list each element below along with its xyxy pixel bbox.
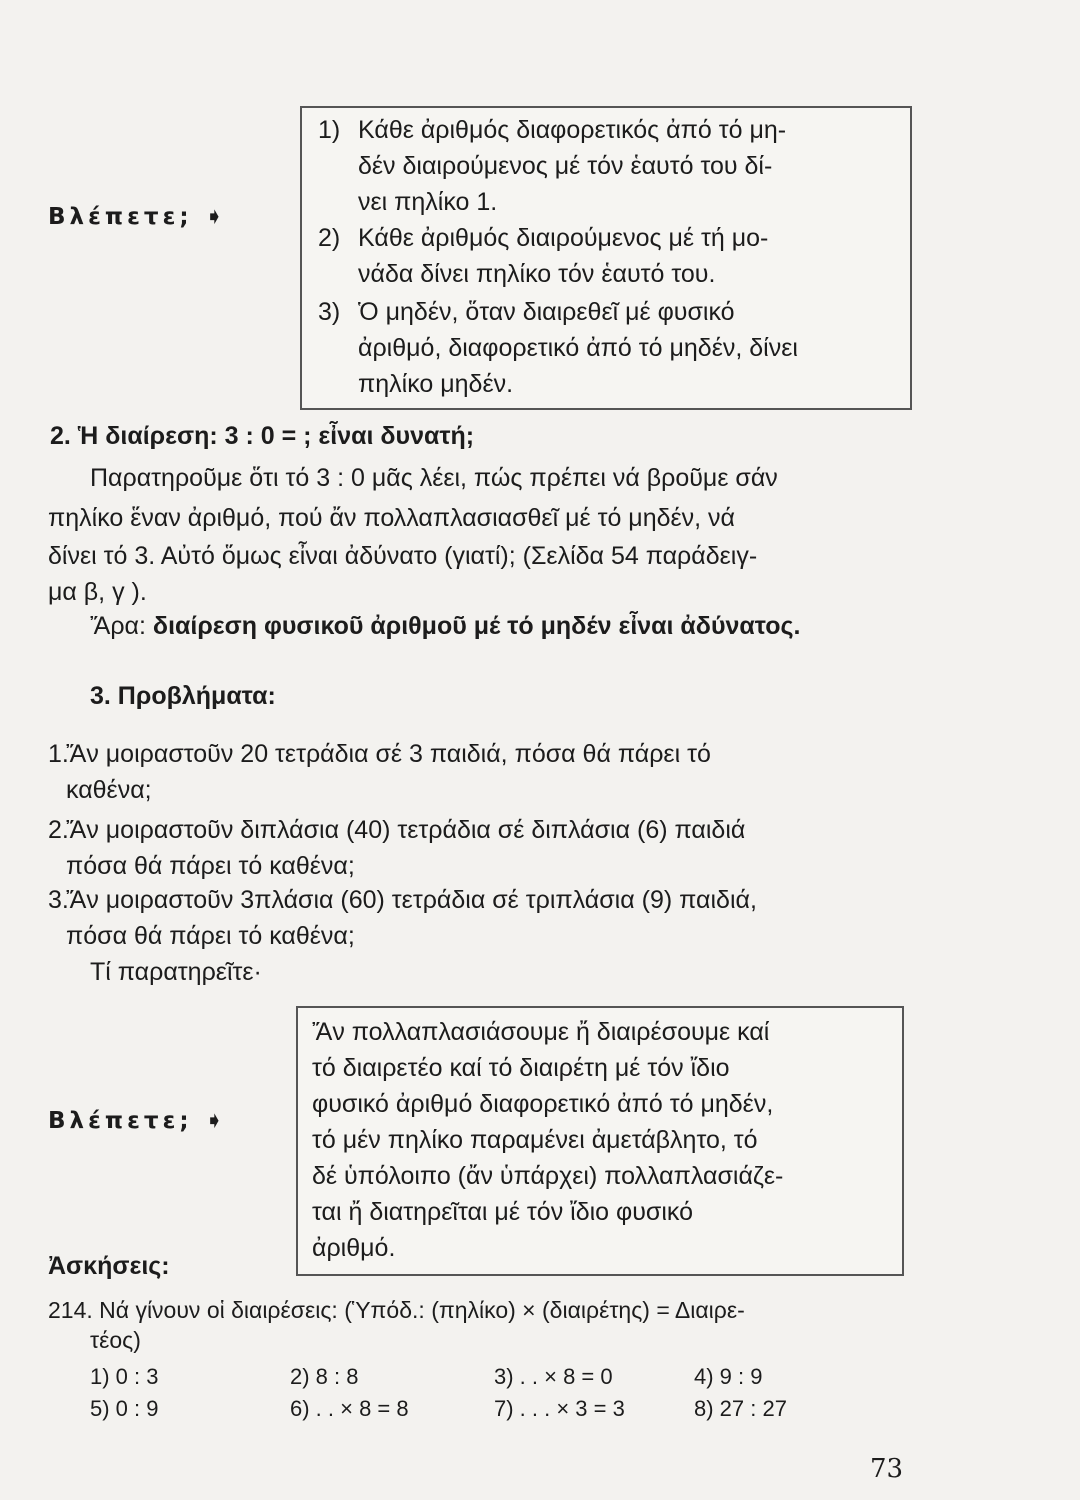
rule1-item1-line3: νει πηλίκο 1. bbox=[358, 188, 498, 216]
section2-para-line1: Παρατηροῦμε ὅτι τό 3 : 0 μᾶς λέει, πώς πρέπει νά βροῦμε σάν bbox=[90, 464, 778, 492]
section2-para-line4: μα β, γ ). bbox=[48, 578, 147, 606]
rule1-item1-line1: Κάθε ἀριθμός διαφορετικός ἀπό τό μη- bbox=[358, 116, 787, 144]
rule1-item2-line2: νάδα δίνει πηλίκο τόν ἑαυτό του. bbox=[358, 260, 716, 288]
blepete-label-1: Βλέπετε; ➧ bbox=[48, 204, 228, 230]
problem2-line1: Ἄν μοιραστοῦν διπλάσια (40) τετράδια σέ διπλάσια (6) παιδιά bbox=[66, 816, 746, 844]
exercises-heading: Ἀσκήσεις: bbox=[48, 1252, 170, 1280]
problem2-num: 2. bbox=[48, 816, 69, 844]
rule1-item3-line3: πηλίκο μηδέν. bbox=[358, 370, 514, 398]
exercise-intro-line1: 214. Νά γίνουν οἱ διαιρέσεις: (Ὑπόδ.: (πηλίκο) × (διαιρέτης) = Διαιρε- bbox=[48, 1297, 745, 1323]
blepete-label-2: Βλέπετε; ➧ bbox=[48, 1108, 228, 1134]
problem3-line2: πόσα θά πάρει τό καθένα; bbox=[66, 922, 355, 950]
rule2-line6: ται ἤ διατηρεῖται μέ τόν ἴδιο φυσικό bbox=[312, 1198, 693, 1226]
conclusion-bold: διαίρεση φυσικοῦ ἀριθμοῦ μέ τό μηδέν εἶναι ἀδύνατος. bbox=[152, 612, 801, 640]
rule1-item1-num: 1) bbox=[318, 116, 341, 144]
section3-heading: 3. Προβλήματα: bbox=[90, 682, 276, 710]
rule2-line4: τό μέν πηλίκο παραμένει ἀμετάβλητο, τό bbox=[312, 1126, 758, 1154]
section2-para-line2: πηλίκο ἕναν ἀριθμό, πού ἄν πολλαπλασιασθεῖ μέ τό μηδέν, νά bbox=[48, 504, 736, 532]
section3-question: Τί παρατηρεῖτε· bbox=[90, 958, 262, 986]
problem3-num: 3. bbox=[48, 886, 69, 914]
rule1-item3-num: 3) bbox=[318, 298, 341, 326]
problem2-line2: πόσα θά πάρει τό καθένα; bbox=[66, 852, 355, 880]
rule2-line1: Ἄν πολλαπλασιάσουμε ἤ διαιρέσουμε καί bbox=[312, 1018, 770, 1046]
rule2-line5: δέ ὑπόλοιπο (ἄν ὑπάρχει) πολλαπλασιάζε- bbox=[312, 1162, 784, 1190]
exercise-item-7: 7) . . . × 3 = 3 bbox=[494, 1396, 625, 1421]
rule1-item2-num: 2) bbox=[318, 224, 341, 252]
rule1-item3-line2: ἀριθμό, διαφορετικό ἀπό τό μηδέν, δίνει bbox=[358, 334, 798, 362]
rule1-item3-line1: Ὁ μηδέν, ὅταν διαιρεθεῖ μέ φυσικό bbox=[358, 298, 735, 326]
problem3-line1: Ἄν μοιραστοῦν 3πλάσια (60) τετράδια σέ τριπλάσια (9) παιδιά, bbox=[66, 886, 757, 914]
exercise-item-8: 8) 27 : 27 bbox=[694, 1396, 787, 1421]
rule2-line3: φυσικό ἀριθμό διαφορετικό ἀπό τό μηδέν, bbox=[312, 1090, 774, 1118]
problem1-num: 1. bbox=[48, 740, 69, 768]
section2-conclusion bbox=[90, 610, 800, 642]
rule2-line7: ἀριθμό. bbox=[312, 1234, 396, 1262]
exercise-item-6: 6) . . × 8 = 8 bbox=[290, 1396, 409, 1421]
problem1-line1: Ἄν μοιραστοῦν 20 τετράδια σέ 3 παιδιά, πόσα θά πάρει τό bbox=[66, 740, 711, 768]
exercise-item-1: 1) 0 : 3 bbox=[90, 1364, 159, 1389]
rule2-line2: τό διαιρετέο καί τό διαιρέτη μέ τόν ἴδιο bbox=[312, 1054, 730, 1082]
section2-para-line3: δίνει τό 3. Αὐτό ὅμως εἶναι ἀδύνατο (γιατί); (Σελίδα 54 παράδειγ- bbox=[48, 542, 758, 570]
exercise-item-3: 3) . . × 8 = 0 bbox=[494, 1364, 613, 1389]
rule1-item1-line2: δέν διαιρούμενος μέ τόν ἑαυτό του δί- bbox=[358, 152, 773, 180]
exercise-item-2: 2) 8 : 8 bbox=[290, 1364, 359, 1389]
section2-heading: 2. Ἡ διαίρεση: 3 : 0 = ; εἶναι δυνατή; bbox=[50, 422, 475, 450]
exercise-item-5: 5) 0 : 9 bbox=[90, 1396, 159, 1421]
exercise-item-4: 4) 9 : 9 bbox=[694, 1364, 763, 1389]
page-number: 73 bbox=[870, 1454, 904, 1484]
problem1-line2: καθένα; bbox=[66, 776, 152, 804]
exercise-intro-line2: τέος) bbox=[90, 1327, 141, 1353]
rule1-item2-line1: Κάθε ἀριθμός διαιρούμενος μέ τή μο- bbox=[358, 224, 769, 252]
conclusion-prefix: Ἄρα: bbox=[90, 612, 146, 640]
